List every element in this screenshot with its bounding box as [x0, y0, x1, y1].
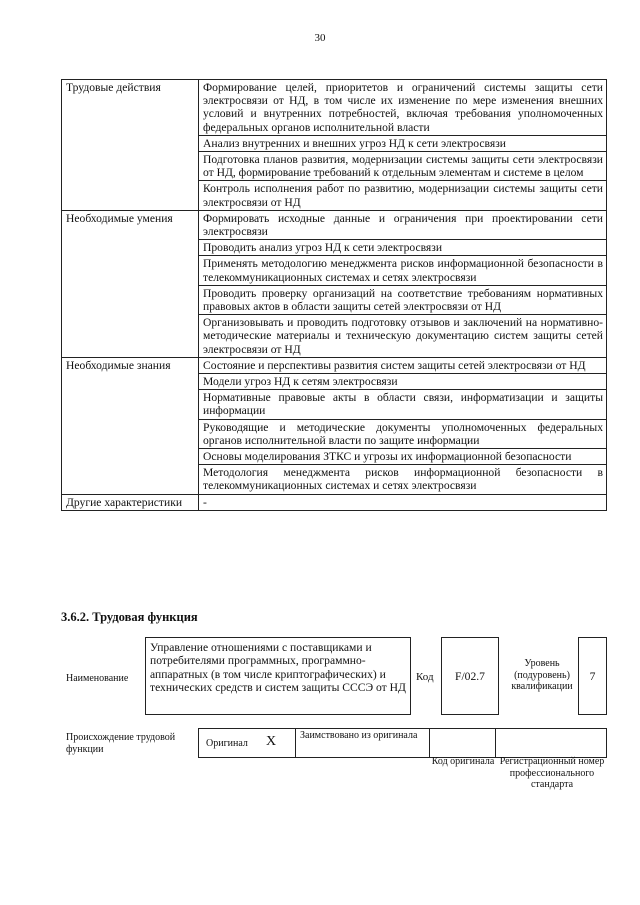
origin-label: Происхождение трудовой функции	[66, 732, 176, 755]
origin-row	[198, 728, 607, 758]
level-label: Уровень (подуровень) квалификации	[511, 658, 573, 692]
origin-sep	[606, 729, 607, 757]
requirement-item: Нормативные правовые акты в области связи, информатизации и защиты информации	[199, 390, 607, 419]
name-label: Наименование	[66, 673, 129, 684]
section-label: Необходимые умения	[62, 210, 199, 357]
function-name-value: Управление отношениями с поставщиками и потребителями программных, программно-аппаратных (в том числе криптографических) и технических средств и систем защиты СССЭ от НД	[145, 637, 411, 715]
requirement-item: Организовывать и проводить подготовку отзывов и заключений на нормативно-методические материалы и техническую документацию систем защиты сетей электросвязи от НД	[199, 315, 607, 358]
reg-number-label: Регистрационный номер профессионального стандарта	[499, 756, 605, 790]
table-row	[62, 210, 607, 239]
code-label: Код	[416, 671, 434, 683]
requirement-item: Методология менеджмента рисков информационной безопасности в телекоммуникационных системах и сетях электросвязи	[199, 465, 607, 494]
section-label: Необходимые знания	[62, 357, 199, 494]
function-code-value	[441, 637, 499, 715]
requirement-item: Состояние и перспективы развития систем защиты сетей электросвязи от НД	[199, 357, 607, 373]
table-row	[62, 357, 607, 373]
section-label: Трудовые действия	[62, 80, 199, 211]
requirement-item: Контроль исполнения работ по развитию, модернизации системы защиты сети электросвязи от НД	[199, 181, 607, 210]
table-row	[62, 494, 607, 510]
requirement-item: Подготовка планов развития, модернизации системы защиты сети электросвязи от НД, формирование требований к отдельным элементам и системе в целом	[199, 152, 607, 181]
requirement-item: Применять методологию менеджмента рисков информационной безопасности в телекоммуникационных системах и сетях электросвязи	[199, 256, 607, 285]
requirement-item: Руководящие и методические документы уполномоченных федеральных органов исполнительной власти по защите информации	[199, 419, 607, 448]
section-heading: 3.6.2. Трудовая функция	[61, 610, 198, 624]
requirement-item: Проводить анализ угроз НД к сети электросвязи	[199, 240, 607, 256]
origin-sep	[198, 729, 199, 757]
origin-sep	[295, 729, 296, 757]
requirements-table	[61, 79, 607, 511]
origin-sep	[495, 729, 496, 757]
function-code-text: F/02.7	[455, 669, 485, 683]
origin-sep	[429, 729, 430, 757]
original-label: Оригинал	[206, 738, 248, 749]
section-label: Другие характеристики	[62, 494, 199, 510]
requirement-item: Основы моделирования ЗТКС и угрозы их информационной безопасности	[199, 449, 607, 465]
requirement-item: Формировать исходные данные и ограничения при проектировании сети электросвязи	[199, 210, 607, 239]
requirement-item: -	[199, 494, 607, 510]
code-original-label: Код оригинала	[431, 756, 495, 767]
level-value: 7	[589, 669, 596, 683]
requirement-item: Модели угроз НД к сетям электросвязи	[199, 374, 607, 390]
table-row	[62, 80, 607, 136]
level-value-box	[578, 637, 607, 715]
borrowed-label: Заимствовано из оригинала	[300, 730, 418, 741]
original-mark: X	[266, 734, 277, 749]
requirement-item: Анализ внутренних и внешних угроз НД к сети электросвязи	[199, 135, 607, 151]
requirement-item: Проводить проверку организаций на соответствие требованиям нормативных правовых актов в области защиты сетей электросвязи от НД	[199, 285, 607, 314]
page-number: 30	[314, 32, 326, 44]
requirement-item: Формирование целей, приоритетов и ограничений системы защиты сети электросвязи от НД, в том числе их изменение по мере изменения внешних условий и внутренних потребностей, включая требования уполномоченных федеральных органов исполнительной власти	[199, 80, 607, 136]
